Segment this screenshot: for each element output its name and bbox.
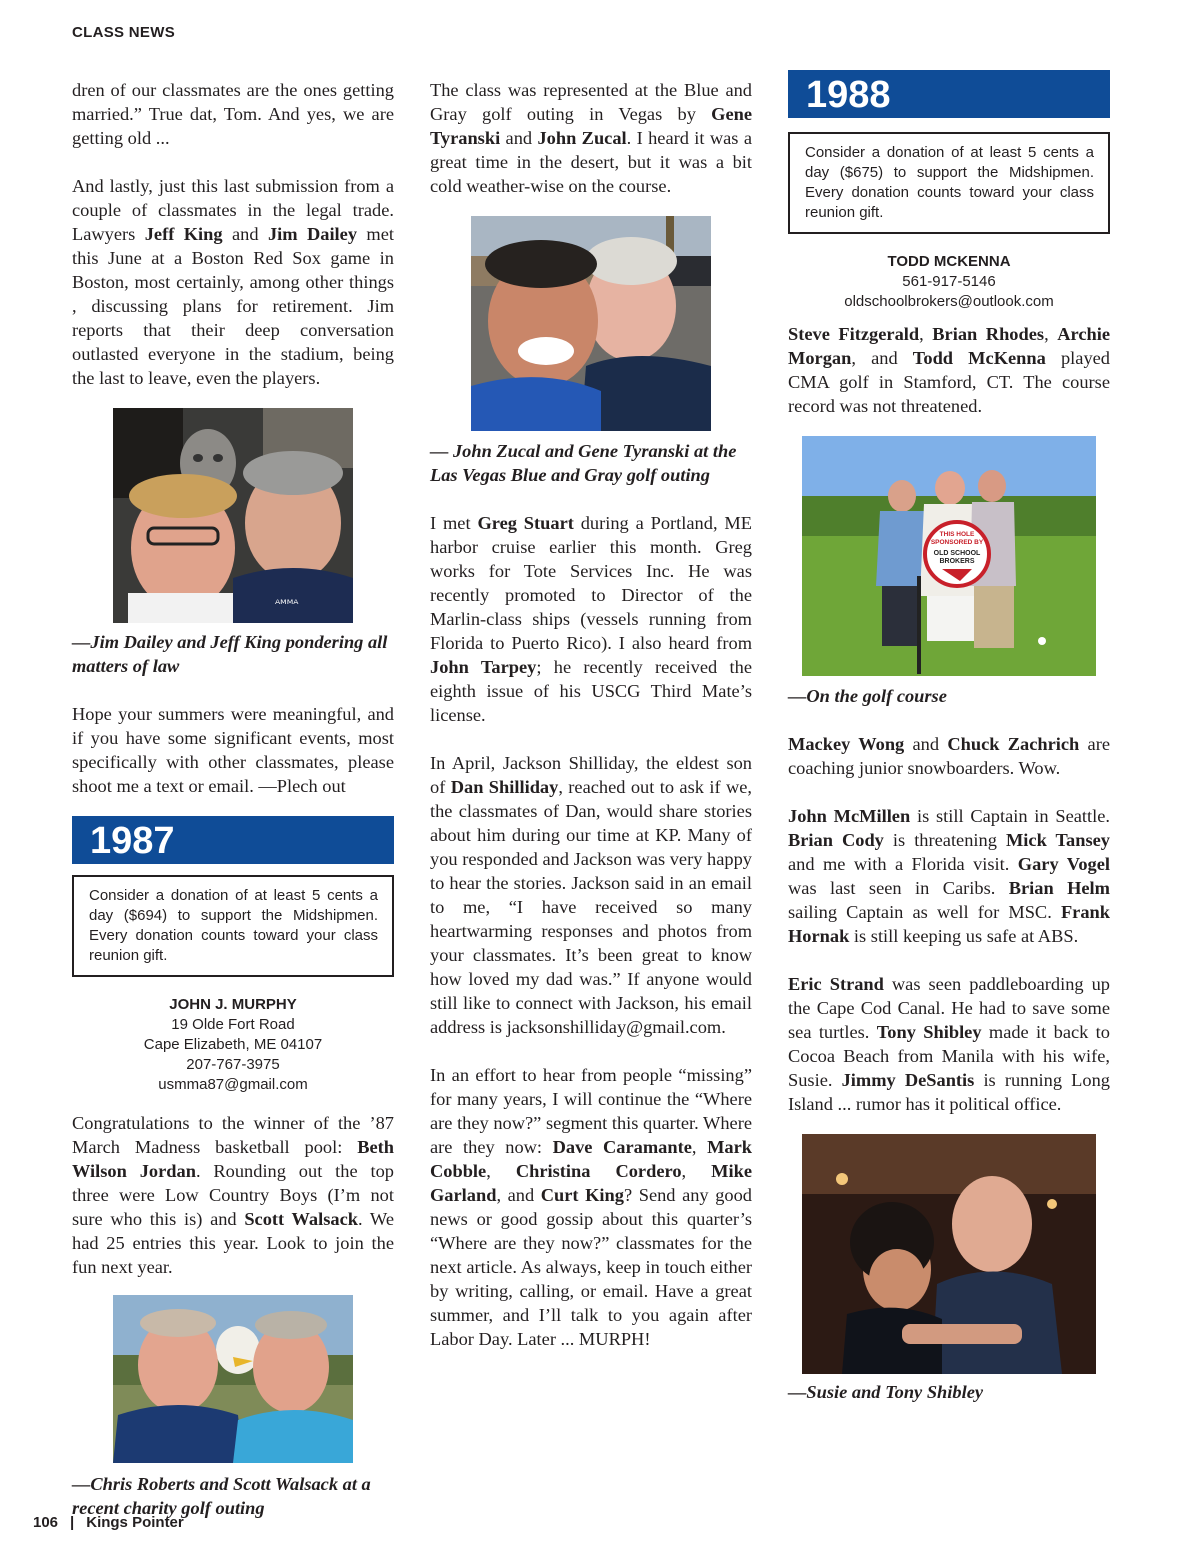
col2-photo1-caption: — John Zucal and Gene Tyranski at the Las Vegas Blue and Gray golf outing (430, 441, 737, 485)
name-jeff-king: Jeff King (144, 224, 223, 244)
col1-paragraph-4: Congratulations to the winner of the ’87 March Madness basketball pool: Beth Wilson Jordan. Rounding out the top three were Low Country Boys (I’m not sure who this is) and Scott Walsack. We had 25 entries this year. Look to join the fun next year. (72, 1113, 394, 1277)
svg-text:ᴬᴹᴹᴬ: ᴬᴹᴹᴬ (275, 597, 299, 611)
name-john-zucal: John Zucal (537, 128, 627, 148)
sign-line-1: THIS HOLE (939, 531, 975, 538)
name-john-tarpey: John Tarpey (430, 657, 537, 677)
col1-photo2-caption: —Chris Roberts and Scott Walsack at a recent charity golf outing (72, 1474, 371, 1518)
name-john-mcmillen: John McMillen (788, 806, 911, 826)
footer-separator: | (70, 1514, 75, 1531)
photo-susie-tony-shibley (802, 1134, 1096, 1374)
year-banner-1987: 1987 (72, 816, 394, 864)
col1-paragraph-1: dren of our classmates are the ones getting married.” True dat, Tom. And yes, we are getting old ... (72, 80, 394, 148)
col3-paragraph-3: John McMillen is still Captain in Seattle. Brian Cody is threatening Mick Tansey and me with a Florida visit. Gary Vogel was last seen in Caribs. Brian Helm sailing Captain as well for MSC. Frank Hornak is still keeping us safe at ABS. (788, 806, 1110, 946)
name-brian-rhodes: Brian Rhodes (932, 324, 1045, 344)
contact-address-line-1: 19 Olde Fort Road (171, 1016, 295, 1033)
contact-email[interactable]: oldschoolbrokers@outlook.com (844, 293, 1054, 310)
col1-paragraph-3: Hope your summers were meaningful, and if you have some significant events, most specifically with other classmates, please shoot me a text or email. —Plech out (72, 704, 394, 796)
contact-1988 (788, 252, 1110, 312)
contact-phone: 207-767-3975 (186, 1056, 280, 1073)
contact-phone: 561-917-5146 (902, 273, 996, 290)
donation-box-1987: Consider a donation of at least 5 cents a day ($694) to support the Midshipmen. Every donation counts toward your class reunion gift. (72, 875, 394, 977)
page-footer (33, 1514, 196, 1531)
contact-email[interactable]: usmma87@gmail.com (158, 1076, 308, 1093)
name-chuck-zachrich: Chuck Zachrich (947, 734, 1080, 754)
name-christina-cordero: Christina Cordero (515, 1161, 682, 1181)
name-scott-walsack: Scott Walsack (244, 1209, 358, 1229)
name-brian-cody: Brian Cody (788, 830, 884, 850)
name-beth-wilson-jordan: Beth Wilson Jordan (72, 1137, 394, 1181)
name-tony-shibley: Tony Shibley (876, 1022, 982, 1042)
name-todd-mckenna: Todd McKenna (912, 348, 1046, 368)
name-mackey-wong: Mackey Wong (788, 734, 905, 754)
name-mark-cobble: Mark Cobble (430, 1137, 753, 1181)
col2-paragraph-3: In April, Jackson Shilliday, the eldest son of Dan Shilliday, reached out to ask if we, the classmates of Dan, would share stories about him during our time at KP. Many of you responded and Jackson was very happy to hear the stories. Jackson said in an email to me, “I have received so many heartwarming responses and photos from your classmates. It’s been great to know how loved my dad was.” If anyone would still like to connect with Jackson, his email address is jacksonshilliday@gmail.com. (430, 753, 752, 1037)
name-mick-tansey: Mick Tansey (1005, 830, 1110, 850)
col1-paragraph-2: And lastly, just this last submission from a couple of classmates in the legal trade. Lawyers Jeff King and Jim Dailey met this June at a Boston Red Sox game in Boston, most certainly, among other things , discussing plans for retirement. Jim reports that their deep conversation outlasted everyone in the stadium, being the last to leave, even the players. (72, 176, 394, 388)
name-jimmy-desantis: Jimmy DeSantis (841, 1070, 975, 1090)
contact-name: TODD MCKENNA (887, 253, 1011, 270)
column-2 (430, 78, 752, 1351)
name-frank-hornak: Frank Hornak (788, 902, 1110, 946)
photo-chris-roberts-scott-walsack (113, 1295, 353, 1463)
name-gary-vogel: Gary Vogel (1017, 854, 1110, 874)
col3-paragraph-1: Steve Fitzgerald, Brian Rhodes, Archie Morgan, and Todd McKenna played CMA golf in Stamford, CT. The course record was not threatened. (788, 324, 1110, 416)
contact-name: JOHN J. MURPHY (169, 996, 297, 1013)
page-number: 106 (33, 1514, 59, 1531)
col1-photo1-caption: —Jim Dailey and Jeff King pondering all matters of law (72, 632, 388, 676)
col3-photo2-caption: —Susie and Tony Shibley (788, 1382, 984, 1402)
donation-box-1988: Consider a donation of at least 5 cents a day ($675) to support the Midshipmen. Every donation counts toward your class reunion gift. (788, 132, 1110, 234)
photo-john-zucal-gene-tyranski (471, 216, 711, 431)
col3-paragraph-2: Mackey Wong and Chuck Zachrich are coaching junior snowboarders. Wow. (788, 734, 1111, 778)
name-greg-stuart: Greg Stuart (477, 513, 574, 533)
magazine-name: Kings Pointer (86, 1514, 184, 1531)
col2-paragraph-4: In an effort to hear from people “missing” for many years, I will continue the “Where are they now?” segment this quarter. Where are they now: Dave Caramante, Mark Cobble, Christina Cordero, Mike Garland, and Curt King? Send any good news or good gossip about this quarter’s “Where are they now?” classmates for the next article. As always, keep in touch either by writing, calling, or email. Have a great summer, and I’ll talk to you again after Labor Day. Later ... MURPH! (430, 1065, 753, 1349)
name-gene-tyranski: Gene Tyranski (430, 104, 752, 148)
section-header: CLASS NEWS (72, 24, 176, 41)
name-eric-strand: Eric Strand (788, 974, 884, 994)
contact-1987 (72, 995, 394, 1095)
year-banner-1988: 1988 (788, 70, 1110, 118)
photo-jim-dailey-jeff-king (113, 408, 353, 623)
name-steve-fitzgerald: Steve Fitzgerald (788, 324, 920, 344)
photo-golf-course (802, 436, 1096, 676)
col2-paragraph-2: I met Greg Stuart during a Portland, ME harbor cruise earlier this month. Greg works for Tote Services Inc. He was recently promoted to Director of the Marlin-class ships (vessels running from Florida to Puerto Rico). I also heard from John Tarpey; he recently received the eighth issue of his USCG Third Mate’s license. (430, 513, 752, 725)
name-dave-caramante: Dave Caramante (552, 1137, 692, 1157)
name-mike-garland: Mike Garland (430, 1161, 752, 1205)
col3-paragraph-4: Eric Strand was seen paddleboarding up the Cape Cod Canal. He had to save some sea turtles. Tony Shibley made it back to Cocoa Beach from Manila with his wife, Susie. Jimmy DeSantis is running Long Island ... rumor has it political office. (788, 974, 1111, 1114)
name-dan-shilliday: Dan Shilliday (450, 777, 559, 797)
sign-line-4: BROKERS (939, 558, 975, 565)
name-archie-morgan: Archie Morgan (788, 324, 1110, 368)
col2-paragraph-1: The class was represented at the Blue and Gray golf outing in Vegas by Gene Tyranski and John Zucal. I heard it was a great time in the desert, but it was a bit cold weather-wise on the course. (430, 80, 752, 196)
column-3 (788, 70, 1110, 1404)
name-jim-dailey: Jim Dailey (267, 224, 358, 244)
col3-photo1-caption: —On the golf course (788, 686, 947, 706)
sign-line-2: SPONSORED BY (930, 539, 984, 546)
sponsor-sign (925, 522, 989, 586)
name-curt-king: Curt King (540, 1185, 624, 1205)
sign-line-3: OLD SCHOOL (933, 550, 981, 557)
column-1 (72, 78, 394, 1520)
name-brian-helm: Brian Helm (1008, 878, 1110, 898)
contact-address-line-2: Cape Elizabeth, ME 04107 (143, 1036, 323, 1053)
